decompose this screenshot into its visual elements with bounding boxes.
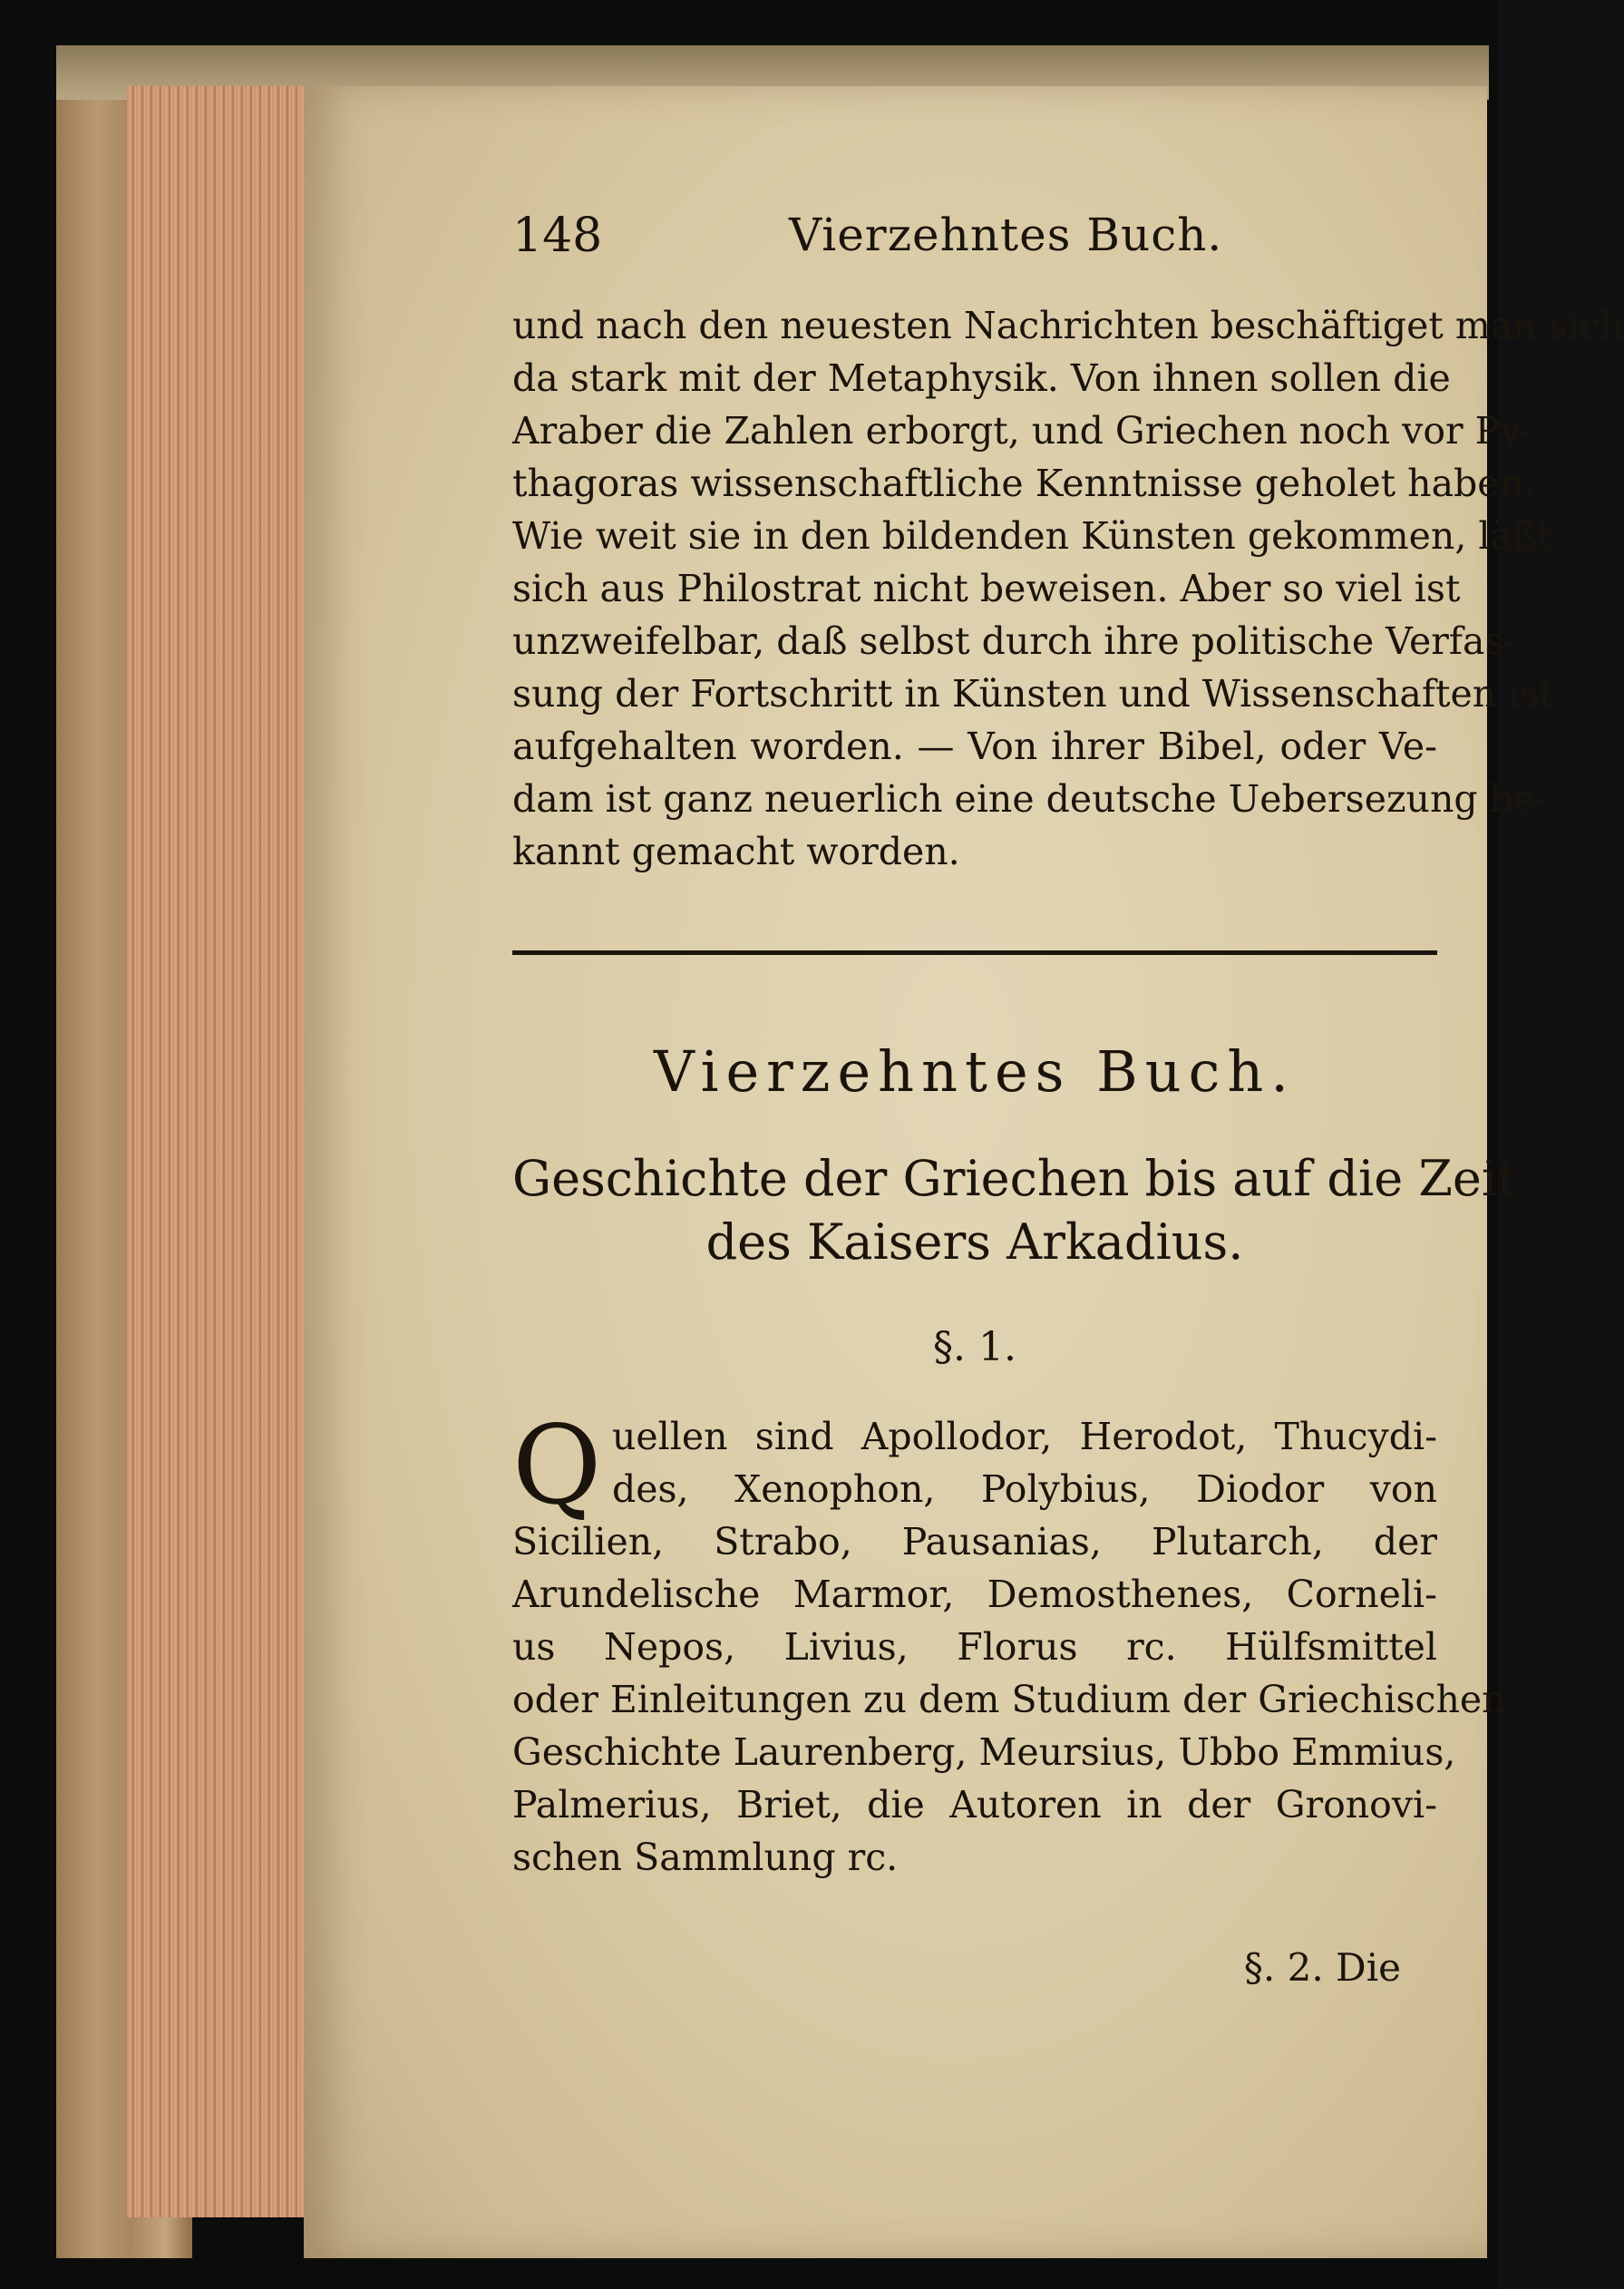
subtitle-line: des Kaisers Arkadius. <box>705 1213 1244 1271</box>
running-head: Vierzehntes Buch. <box>789 209 1223 261</box>
chapter-title: Vierzehntes Buch. <box>653 1038 1297 1105</box>
section-divider <box>512 950 1437 955</box>
drop-cap: Q <box>512 1403 602 1529</box>
text-line: oder Einleitungen zu dem Studium der Griechischen <box>512 1678 1506 1721</box>
section-number: §. 1. <box>933 1324 1016 1370</box>
text-line: Geschichte Laurenberg, Meursius, Ubbo Emmius, <box>512 1730 1456 1774</box>
text-line: dam ist ganz neuerlich eine deutsche Uebersezung be- <box>512 777 1549 821</box>
subtitle-line: Geschichte der Griechen bis auf die Zeit <box>512 1150 1517 1207</box>
text-line: und nach den neuesten Nachrichten beschäftiget man sich <box>512 304 1624 347</box>
section-paragraph <box>512 1403 1506 1884</box>
text-line: sung der Fortschritt in Künsten und Wissenschaften ist <box>512 672 1554 716</box>
text-line: uellen sind Apollodor, Herodot, Thucydi- <box>612 1415 1437 1458</box>
text-line: unzweifelbar, daß selbst durch ihre politische Verfas- <box>512 619 1517 663</box>
text-line: Palmerius, Briet, die Autoren in der Gronovi- <box>512 1783 1437 1826</box>
text-line: Arundelische Marmor, Demosthenes, Corneli- <box>512 1573 1437 1616</box>
text-line: des, Xenophon, Polybius, Diodor von <box>612 1467 1437 1511</box>
text-line: da stark mit der Metaphysik. Von ihnen sollen die <box>512 356 1451 400</box>
text-line: schen Sammlung rc. <box>512 1836 899 1879</box>
text-line: Sicilien, Strabo, Pausanias, Plutarch, der <box>512 1520 1437 1563</box>
text-line: sich aus Philostrat nicht beweisen. Aber so viel ist <box>512 567 1461 610</box>
text-line: Wie weit sie in den bildenden Künsten gekommen, läßt <box>512 514 1552 558</box>
page-number: 148 <box>512 209 603 263</box>
text-line: kannt gemacht worden. <box>512 830 960 873</box>
continuation-paragraph <box>512 299 1624 878</box>
page-header <box>512 209 1437 272</box>
page-edges <box>127 86 317 2217</box>
catchword: §. 2. Die <box>1243 1945 1401 1990</box>
text-line: aufgehalten worden. — Von ihrer Bibel, oder Ve- <box>512 725 1437 768</box>
chapter-subtitle <box>512 1147 1517 1274</box>
text-line: thagoras wissenschaftliche Kenntnisse geholet haben. <box>512 462 1535 505</box>
text-line: us Nepos, Livius, Florus rc. Hülfsmittel <box>512 1625 1437 1669</box>
text-line: Araber die Zahlen erborgt, und Griechen noch vor Py- <box>512 409 1534 453</box>
